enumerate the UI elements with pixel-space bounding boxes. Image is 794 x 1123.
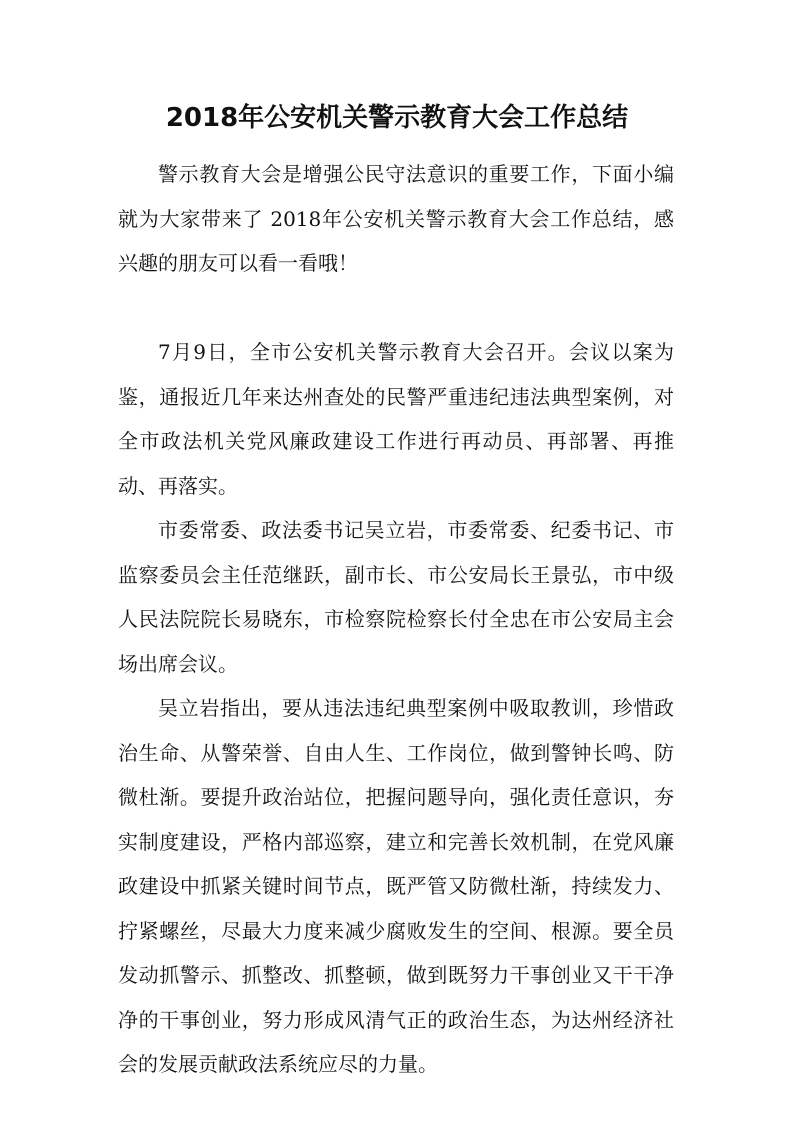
body-paragraph: 吴立岩指出，要从违法违纪典型案例中吸取教训，珍惜政治生命、从警荣誉、自由人生、工作岗位，做到警钟长鸣、防微杜渐。要提升政治站位，把握问题导向，强化责任意识，夯实制度建设，严格内部巡察，建立和完善长效机制，在党风廉政建设中抓紧关键时间节点，既严管又防微杜渐，持续发力、拧紧螺丝，尽最大力度来减少腐败发生的空间、根源。要全员发动抓警示、抓整改、抓整顿，做到既努力干事创业又干干净净的干事创业，努力形成风清气正的政治生态，为达州经济社会的发展贡献政法系统应尽的力量。 [118,696,674,1076]
document-body [118,152,674,1087]
document-title: 2018年公安机关警示教育大会工作总结 [165,103,629,133]
paragraph-spacer [118,286,674,331]
intro-paragraph: 警示教育大会是增强公民守法意识的重要工作，下面小编就为大家带来了 2018年公安机关警示教育大会工作总结，感兴趣的朋友可以看一看哦！ [118,162,674,275]
body-paragraph: 市委常委、政法委书记吴立岩，市委常委、纪委书记、市监察委员会主任范继跃，副市长、市公安局长王景弘，市中级人民法院院长易晓东，市检察院检察长付全忠在市公安局主会场出席会议。 [118,518,674,676]
body-paragraph: 7月9日，全市公安机关警示教育大会召开。会议以案为鉴，通报近几年来达州查处的民警严重违纪违法典型案例，对全市政法机关党风廉政建设工作进行再动员、再部署、再推动、再落实。 [118,340,674,498]
